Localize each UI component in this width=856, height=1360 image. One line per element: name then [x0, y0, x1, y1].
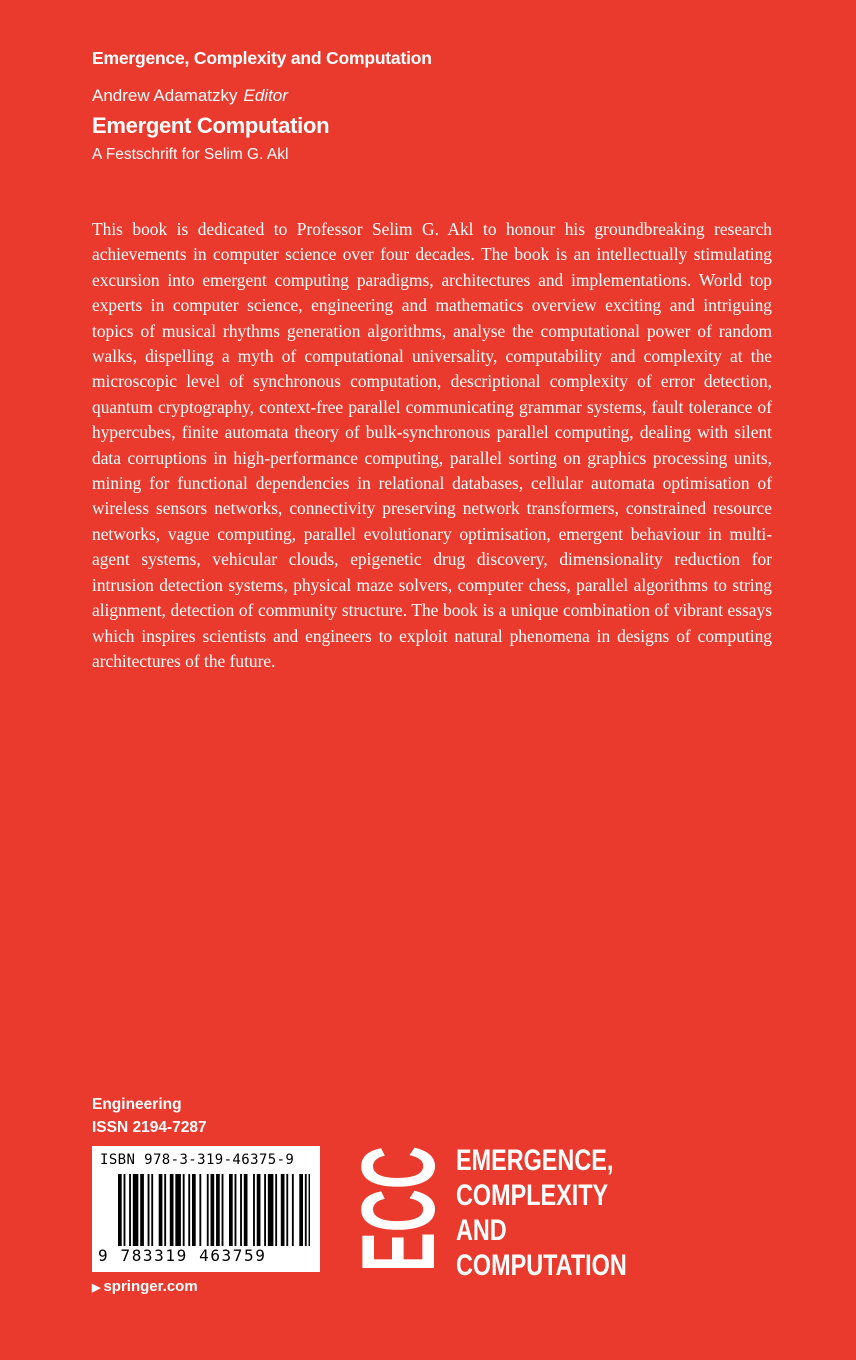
barcode-bar [164, 1174, 166, 1246]
barcode-bar [170, 1174, 174, 1246]
barcode-bar [275, 1174, 277, 1246]
series-logo-line: COMPLEXITY [456, 1179, 609, 1212]
series-title: Emergence, Complexity and Computation [92, 48, 432, 68]
barcode-bar [211, 1174, 215, 1246]
barcode-bar [281, 1174, 285, 1246]
barcode-bar [175, 1174, 181, 1246]
ecc-logo-text: ECC [341, 1052, 457, 1272]
barcode-bar [305, 1174, 307, 1246]
barcode-bar [222, 1174, 224, 1246]
barcode-bar [140, 1174, 144, 1246]
series-logo-line: COMPUTATION [456, 1249, 627, 1282]
barcode-bar [151, 1174, 153, 1246]
isbn-barcode [92, 1146, 320, 1272]
book-subtitle: A Festschrift for Selim G. Akl [92, 146, 289, 163]
barcode-bar [192, 1174, 196, 1246]
website-text: springer.com [103, 1278, 198, 1295]
book-title: Emergent Computation [92, 113, 330, 138]
barcode-bar [207, 1174, 209, 1246]
barcode-bar [264, 1174, 266, 1246]
barcode-bars [118, 1174, 310, 1246]
barcode-bar [253, 1174, 255, 1246]
barcode-bar [159, 1174, 163, 1246]
barcode-bar [199, 1174, 201, 1246]
barcode-bar [148, 1174, 150, 1246]
arrow-right-icon: ▶ [92, 1282, 101, 1294]
barcode-bar [268, 1174, 274, 1246]
series-logo-line: EMERGENCE, [456, 1144, 614, 1177]
editor-line [92, 86, 288, 106]
barcode-bar [244, 1174, 248, 1246]
barcode-bar [240, 1174, 242, 1246]
barcode-bar [133, 1174, 139, 1246]
barcode-bar [257, 1174, 261, 1246]
isbn-label: ISBN 978-3-319-46375-9 [100, 1152, 295, 1168]
barcode-bar [229, 1174, 233, 1246]
website-link[interactable] [92, 1278, 198, 1295]
series-logo-text [456, 1143, 627, 1283]
barcode-bar [299, 1174, 303, 1246]
subject-category: Engineering [92, 1096, 182, 1113]
barcode-bar [129, 1174, 131, 1246]
barcode-bar [188, 1174, 190, 1246]
barcode-bar [216, 1174, 220, 1246]
barcode-bar [235, 1174, 237, 1246]
barcode-bar [286, 1174, 288, 1246]
barcode-bar [124, 1174, 126, 1246]
series-logo-line: AND [456, 1214, 507, 1247]
barcode-bar [118, 1174, 122, 1246]
editor-role: Editor [243, 86, 288, 105]
barcode-bar [309, 1174, 310, 1246]
barcode-bar [183, 1174, 185, 1246]
barcode-digits: 9 783319 463759 [98, 1246, 267, 1265]
barcode-bar [292, 1174, 294, 1246]
book-description: This book is dedicated to Professor Selim G. Akl to honour his groundbreaking research achievements in computer science over four decades. The book is an intellectually stimulating excursion into emergent computing paradigms, architectures and implementations. World top experts in computer science, engineering and mathematics overview exciting and intriguing topics of musical rhythms generation algorithms, analyse the computational power of random walks, dispelling a myth of computational universality, computability and complexity at the microscopic level of synchronous computation, descriptional complexity of error detection, quantum cryptography, context-free parallel communicating grammar systems, fault tolerance of hypercubes, finite automata theory of bulk-synchronous parallel computing, dealing with silent data corruptions in high-performance computing, parallel sorting on graphics processing units, mining for functional dependencies in relational databases, cellular automata optimisation of wireless sensors networks, connectivity preserving network transformers, constrained resource networks, vague computing, parallel evolutionary optimisation, emergent behaviour in multi-agent systems, vehicular clouds, epigenetic drug discovery, dimensionality reduction for intrusion detection systems, physical maze solvers, computer chess, parallel algorithms to string alignment, detection of community structure. The book is a unique combination of vibrant essays which inspires scientists and engineers to exploit natural phenomena in designs of computing architectures of the future. [92, 219, 772, 671]
ecc-logo [341, 1052, 457, 1274]
editor-name: Andrew Adamatzky [92, 86, 238, 105]
issn: ISSN 2194-7287 [92, 1119, 207, 1136]
